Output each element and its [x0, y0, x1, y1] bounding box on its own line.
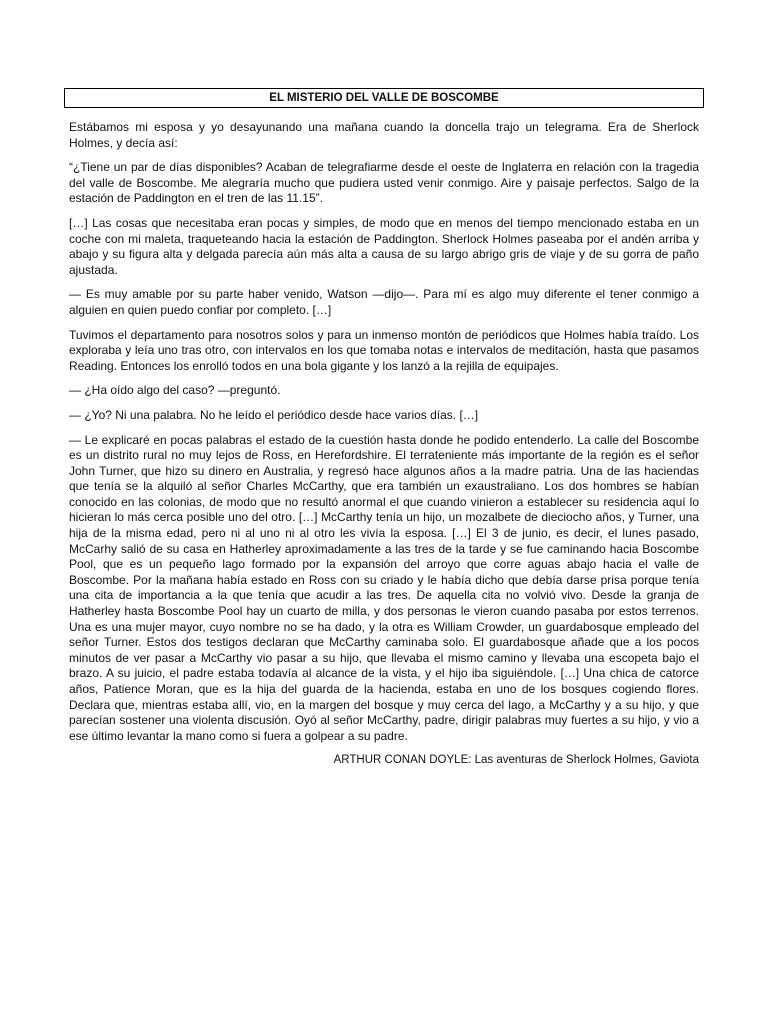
paragraph-7: — ¿Yo? Ni una palabra. No he leído el periódico desde hace varios días. […] — [69, 407, 479, 422]
document-page — [64, 88, 704, 769]
paragraph-1: Estábamos mi esposa y yo desayunando una mañana cuando la doncella trajo un telegrama. Era de Sherlock Holmes, y decía así: — [69, 120, 699, 150]
paragraph-3: […] Las cosas que necesitaba eran pocas y simples, de modo que en menos del tiempo mencionado estaba en un coche con mi maleta, traqueteando hacia la estación de Paddington. Sherlock Holmes paseaba por el andén arriba y abajo y su figura alta y delgada parecía aún más alta a causa de su largo abrigo gris de viaje y de su gorra de paño ajustada. — [69, 215, 699, 277]
paragraph-6: — ¿Ha oído algo del caso? —preguntó. — [69, 383, 281, 398]
paragraph-2: “¿Tiene un par de días disponibles? Acaban de telegrafiarme desde el oeste de Inglaterra en relación con la tragedia del valle de Boscombe. Me alegraría mucho que pudiera usted venir conmigo. Aire y paisaje perfectos. Salgo de la estación de Paddington en el tren de las 11.15”. — [69, 160, 699, 206]
attribution: ARTHUR CONAN DOYLE: Las aventuras de Sherlock Holmes, Gaviota — [333, 754, 699, 767]
paragraph-5: Tuvimos el departamento para nosotros solos y para un inmenso montón de periódicos que Holmes había traído. Los exploraba y leía uno tras otro, con intervalos en los que tomaba notas e intervalos de meditación, hasta que pasamos Reading. Entonces los enrolló todos en una bola gigante y los lanzó a la rejilla de equipajes. — [69, 327, 699, 373]
document-title: EL MISTERIO DEL VALLE DE BOSCOMBE — [64, 88, 704, 108]
paragraph-4: — Es muy amable por su parte haber venido, Watson —dijo—. Para mí es algo muy diferente el tener conmigo a alguien en quien puedo confiar por completo. […] — [69, 287, 699, 317]
paragraph-8: — Le explicaré en pocas palabras el estado de la cuestión hasta donde he podido entenderlo. La calle del Boscombe es un distrito rural no muy lejos de Ross, en Herefordshire. El terrateniente más importante de la región es el señor John Turner, que hizo su dinero en Australia, y regresó hace algunos años a la madre patria. Una de las haciendas que tenía se la alquiló al señor Charles McCarthy, que era también un exaustraliano. Los dos hombres se habían conocido en las colonias, de modo que no resultó anormal el que cuando vinieron a establecer su residencia aquí lo hicieran lo más cerca posible uno del otro. […] McCarthy tenía un hijo, un mozalbete de dieciocho años, y Turner, una hija de la misma edad, pero ni al uno ni al otro les vivía la esposa. […] El 3 de junio, es decir, el lunes pasado, McCarhy salió de su casa en Hatherley aproximadamente a las tres de la tarde y se fue caminando hacia Boscombe Pool, que es un pequeño lago formado por la expansión del arroyo que corre aguas abajo hacia el valle de Boscombe. Por la mañana había estado en Ross con su criado y le había dicho que debía darse prisa porque tenía una cita de importancia a la que tenía que acudir a las tres. De aquella cita no volvió vivo. Desde la granja de Hatherley hasta Boscombe Pool hay un cuarto de milla, y dos personas le vieron cuando pasaba por estos terrenos. Una es una mujer mayor, cuyo nombre no se ha dado, y la otra es William Crowder, un guardabosque empleado del señor Turner. Estos dos testigos declaran que McCarthy caminaba solo. El guardabosque añade que a los pocos minutos de ver pasar a McCarthy vio pasar a su hijo, que llevaba el mismo camino y llevaba una escopeta bajo el brazo. A su juicio, el padre estaba todavía al alcance de la vista, y el hijo iba siguiéndole. […] Una chica de catorce años, Patience Moran, que es la hija del guarda de la hacienda, estaba en uno de los bosques cogiendo flores. Declara que, mientras estaba allí, vio, en la margen del bosque y muy cerca del lago, a McCarthy y a su hijo, y que parecían sostener una violenta discusión. Oyó al señor McCarthy, padre, dirigir palabras muy fuertes a su hijo, y vio a ese último levantar la mano como si fuera a golpear a su padre. — [69, 432, 699, 743]
